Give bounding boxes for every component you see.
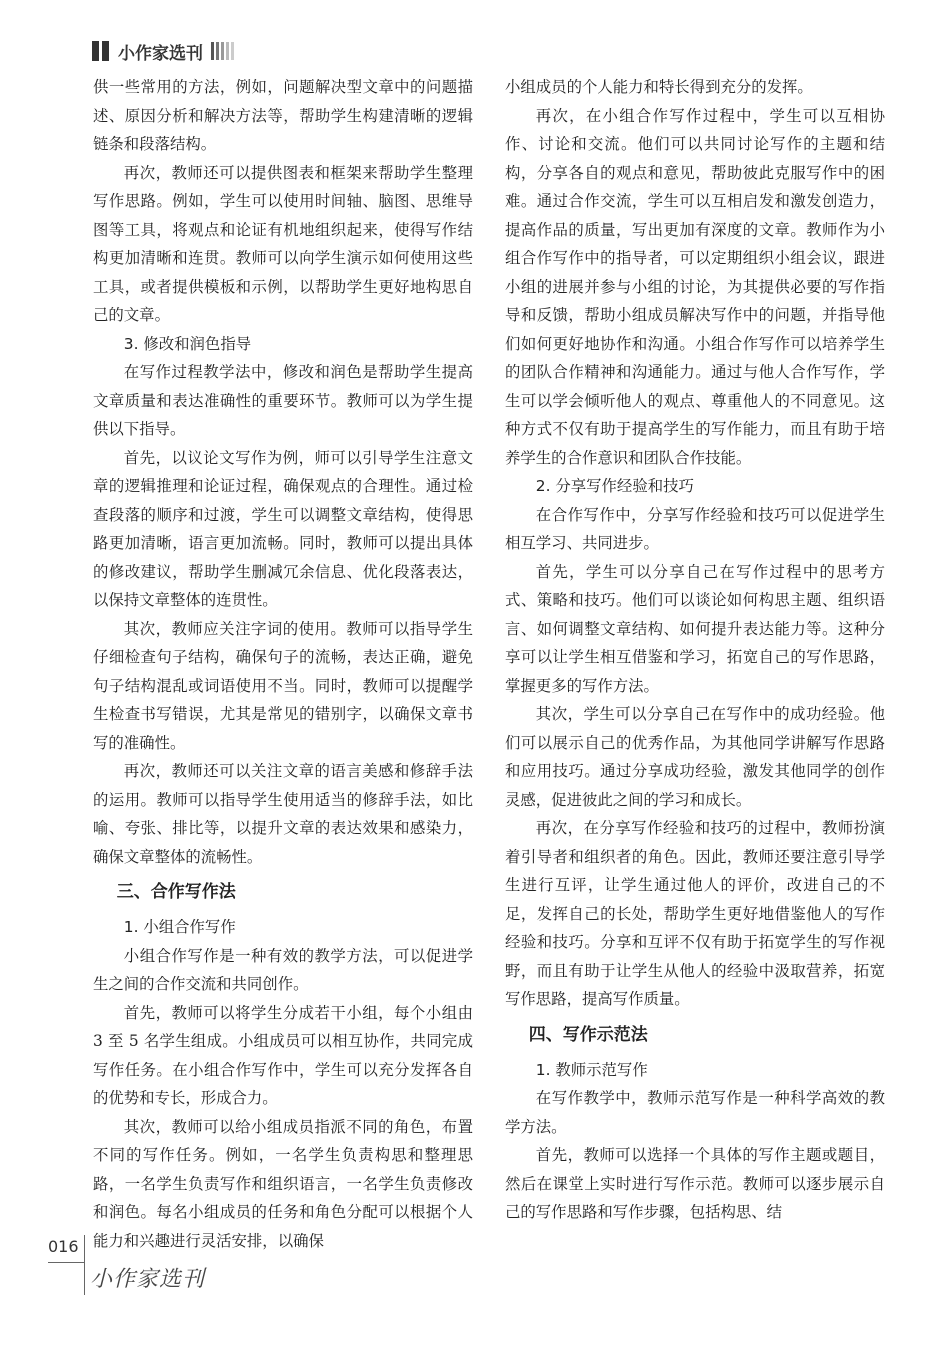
section-heading: 三、合作写作法: [116, 882, 236, 902]
header-decoration: [211, 42, 214, 60]
body-paragraph: 在合作写作中，分享写作经验和技巧可以促进学生相互学习、共同进步。: [505, 505, 885, 552]
body-paragraph: 在写作教学中，教师示范写作是一种科学高效的教学方法。: [505, 1089, 885, 1136]
body-paragraph: 再次，在小组合作写作过程中，学生可以互相协作、讨论和交流。他们可以共同讨论写作的主题和结构，分享各自的观点和意见，帮助彼此克服写作中的困难。通过合作交流，学生可以互相启发和激发创造力，提高作品的质量，写出更加有深度的文章。教师作为小组合作写作中的指导者，可以定期组织小组会议，跟进小组的进展并参与小组的讨论，为其提供必要的写作指导和反馈，帮助小组成员解决写作中的问题，并指导他们如何更好地协作和沟通。小组合作写作可以培养学生的团队合作精神和沟通能力。通过与他人合作写作，学生可以学会倾听他人的观点、尊重他人的不同意见。这种方式不仅有助于提高学生的写作能力，而且有助于培养学生的合作意识和团队合作技能。: [505, 106, 885, 467]
left-column: [93, 73, 473, 1255]
page-header: [92, 38, 236, 64]
header-decoration: [231, 42, 234, 60]
footer-rule: [48, 1262, 84, 1263]
header-decoration: [221, 42, 224, 60]
header-bar-mark: [92, 41, 99, 61]
subsection-heading: 3. 修改和润色指导: [123, 334, 252, 353]
subsection-heading: 2. 分享写作经验和技巧: [535, 477, 694, 495]
body-paragraph: 再次，教师还可以提供图表和框架来帮助学生整理写作思路。例如，学生可以使用时间轴、脑图、思维导图等工具，将观点和论证有机地组织起来，使得写作结构更加清晰和连贯。教师可以向学生演示如何使用这些工具，或者提供模板和示例，以帮助学生更好地构思自己的文章。: [93, 163, 473, 324]
body-paragraph: 小组合作写作是一种有效的教学方法，可以促进学生之间的合作交流和共同创作。: [93, 946, 473, 993]
header-bar-mark: [102, 41, 109, 61]
body-paragraph: 首先，教师可以将学生分成若干小组，每个小组由 3 至 5 名学生组成。小组成员可以相互协作，共同完成写作任务。在小组合作写作中，学生可以充分发挥各自的优势和专长，形成合力。: [93, 1003, 473, 1107]
body-paragraph: 再次，在分享写作经验和技巧的过程中，教师扮演着引导者和组织者的角色。因此，教师还要注意引导学生进行互评，让学生通过他人的评价，改进自己的不足，发挥自己的长处，帮助学生更好地借鉴他人的写作经验和技巧。分享和互评不仅有助于拓宽学生的写作视野，而且有助于让学生从他人的经验中汲取营养，拓宽写作思路，提高写作质量。: [505, 819, 885, 1008]
footer-divider: [84, 1235, 85, 1295]
header-decoration: [226, 42, 229, 60]
journal-title: 小作家选刊: [118, 43, 203, 64]
header-decoration: [216, 42, 219, 60]
body-paragraph: 首先，学生可以分享自己在写作过程中的思考方式、策略和技巧。他们可以谈论如何构思主题、组织语言、如何调整文章结构、如何提升表达能力等。这种分享可以让学生相互借鉴和学习，拓宽自己的写作思路，掌握更多的写作方法。: [505, 562, 885, 695]
body-paragraph: 供一些常用的方法，例如，问题解决型文章中的问题描述、原因分析和解决方法等，帮助学生构建清晰的逻辑链条和段落结构。: [93, 78, 473, 153]
body-paragraph: 首先，以议论文写作为例，师可以引导学生注意文章的逻辑推理和论证过程，确保观点的合理性。通过检查段落的顺序和过渡，学生可以调整文章结构，使得思路更加清晰，语言更加流畅。同时，教师可以提出具体的修改建议，帮助学生删减冗余信息、优化段落表达，以保持文章整体的连贯性。: [93, 448, 473, 609]
body-paragraph: 首先，教师可以选择一个具体的写作主题或题目，然后在课堂上实时进行写作示范。教师可以逐步展示自己的写作思路和写作步骤，包括构思、结: [505, 1146, 885, 1221]
body-paragraph: 其次，学生可以分享自己在写作中的成功经验。他们可以展示自己的优秀作品，为其他同学讲解写作思路和应用技巧。通过分享成功经验，激发其他同学的创作灵感，促进彼此之间的学习和成长。: [505, 705, 885, 809]
page-number: 016: [48, 1237, 79, 1256]
subsection-heading: 1. 教师示范写作: [535, 1060, 648, 1079]
subsection-heading: 1. 小组合作写作: [123, 918, 236, 936]
body-paragraph: 其次，教师可以给小组成员指派不同的角色，布置不同的写作任务。例如，一名学生负责构思和整理思路，一名学生负责写作和组织语言，一名学生负责修改和润色。每名小组成员的任务和角色分配可以根据个人能力和兴趣进行灵活安排，以确保: [93, 1117, 473, 1250]
right-column: [505, 73, 885, 1227]
section-heading: 四、写作示范法: [528, 1024, 648, 1045]
footer-logo: 小作家选刊: [90, 1267, 206, 1292]
body-paragraph: 其次，教师应关注字词的使用。教师可以指导学生仔细检查句子结构，确保句子的流畅，表达正确，避免句子结构混乱或词语使用不当。同时，教师可以提醒学生检查书写错误，尤其是常见的错别字，以确保文章书写的准确性。: [93, 619, 473, 752]
body-paragraph: 小组成员的个人能力和特长得到充分的发挥。: [505, 78, 813, 96]
body-paragraph: 在写作过程教学法中，修改和润色是帮助学生提高文章质量和表达准确性的重要环节。教师可以为学生提供以下指导。: [93, 363, 473, 438]
body-paragraph: 再次，教师还可以关注文章的语言美感和修辞手法的运用。教师可以指导学生使用适当的修辞手法，如比喻、夸张、排比等，以提升文章的表达效果和感染力，确保文章整体的流畅性。: [93, 762, 473, 866]
